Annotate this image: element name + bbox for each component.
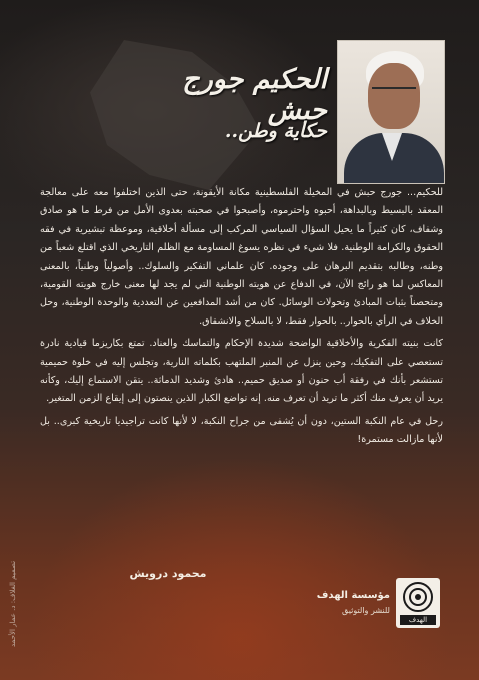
publisher-logo-text: الهدف (408, 616, 428, 624)
publisher-logo (396, 578, 440, 628)
cover-design-credit: تصميم الغلاف: د. عمار الأحمد (9, 560, 17, 648)
blurb-paragraph-3: رحل في عام النكبة الستين، دون أن يُشفى من جراح النكبة، لا لأنها كانت تراجيديا تاريخية كبرى.. بل لأنها مازالت مستمرة! (40, 415, 443, 446)
author-portrait (337, 40, 445, 184)
book-title: الحكيم جورج حبش (182, 64, 327, 126)
blurb-text (40, 184, 443, 450)
book-subtitle: حكاية وطن.. (224, 120, 327, 142)
publisher-tagline: للنشر والتوثيق (342, 606, 390, 615)
blurb-paragraph-1: للحكيم... جورج حبش في المخيلة الفلسطينية مكانة الأيقونة، حتى الذين اختلفوا معه على معالجة المعقد بالبسيط وبالبداهة، أحبوه واحترموه، وأصبحوا في صحبته بعدوى الأمل من فرط ما هو صادق وشفاف، كان كثيراً ما يحيل السؤال السياسي المركب إلى مسألة أخلاقية، وموعظة تبشيرية في فقه الحقوق والكرامة الوطنية. فلا شيء في نظره يسوغ المساومة مع الظلم التاريخي الذي اقتلع شعباً من وطنه، وطالبه بتقديم البرهان على وجوده. كان علماني التفكير والسلوك.. وأصولياً وطنياً، بالمعنى المعاكس لما هو رائج الآن، في الدفاع عن هويته الوطنية التي لم يجد لها معنى خارج هويته القومية، ومتحصناً بثبات المبادئ وتحولات الوسائل. كان من أشد المدافعين عن التعددية والوحدة الوطنية، وحل الخلاف في الرأي بالحوار.. بالحوار فقط، لا بالسلاح والانشقاق. (40, 187, 443, 327)
blurb-author: محمود درويش (129, 567, 207, 580)
publisher-name: مؤسسة الهدف (316, 590, 390, 601)
blurb-paragraph-2: كانت بنيته الفكرية والأخلاقية الواضحة شديدة الإحكام والتماسك والعناد. تمتع بكاريزما قيادية نادرة تستعصي على التفكيك، وحين ينزل عن المنبر الملتهب بكلماته النارية، وتجلس إليه في خلوة حميمية تستشعر بأنك في رفقة أب حنون أو صديق حميم.. هادئ وشديد الدماثة.. يتقن الاستماع إليك، وكأنه يريد أن يعرف منك أكثر ما تريد أن تعرف منه. إنه تواضع الكبار الذين ينصتون إلى إيقاع الزمن المتغير. (40, 338, 443, 405)
